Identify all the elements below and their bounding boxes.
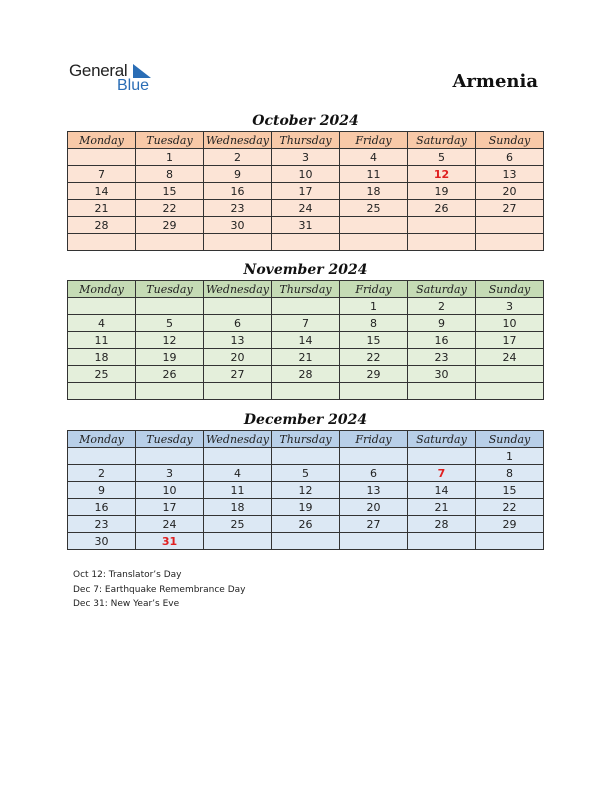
week-row: [68, 234, 544, 251]
day-cell: [340, 448, 408, 465]
day-cell: 23: [204, 200, 272, 217]
weekday-header: Sunday: [476, 431, 544, 448]
day-cell: [340, 217, 408, 234]
day-cell: 3: [476, 298, 544, 315]
day-cell: 19: [136, 349, 204, 366]
day-cell: 1: [340, 298, 408, 315]
logo-triangle-icon: [133, 64, 151, 78]
month-october: [67, 111, 544, 251]
week-row: [68, 298, 544, 315]
weekday-header: Saturday: [408, 132, 476, 149]
day-cell: 28: [68, 217, 136, 234]
day-cell: 10: [476, 315, 544, 332]
day-cell: 9: [204, 166, 272, 183]
weekday-header: Monday: [68, 281, 136, 298]
day-cell: 25: [68, 366, 136, 383]
day-cell: 6: [476, 149, 544, 166]
day-cell: 6: [204, 315, 272, 332]
note-line: Dec 31: New Year’s Eve: [73, 599, 180, 609]
day-cell: [476, 366, 544, 383]
day-cell: 19: [272, 499, 340, 516]
weekday-header: Thursday: [272, 431, 340, 448]
weekday-header: Monday: [68, 431, 136, 448]
day-cell: 25: [204, 516, 272, 533]
day-cell: [68, 149, 136, 166]
country-title: Armenia: [452, 71, 538, 92]
day-cell: [272, 533, 340, 550]
day-cell: 7: [408, 465, 476, 482]
logo: [69, 61, 169, 97]
day-cell: [272, 298, 340, 315]
weekday-header: Wednesday: [204, 281, 272, 298]
day-cell: 10: [272, 166, 340, 183]
day-cell: [408, 533, 476, 550]
day-cell: 17: [476, 332, 544, 349]
day-cell: 24: [136, 516, 204, 533]
day-cell: [408, 234, 476, 251]
calendar-table: [67, 430, 544, 550]
day-cell: 11: [68, 332, 136, 349]
day-cell: 30: [68, 533, 136, 550]
day-cell: 7: [272, 315, 340, 332]
day-cell: [340, 234, 408, 251]
day-cell: 4: [204, 465, 272, 482]
week-row: [68, 332, 544, 349]
day-cell: [204, 448, 272, 465]
week-row: [68, 349, 544, 366]
day-cell: [204, 383, 272, 400]
day-cell: 16: [204, 183, 272, 200]
day-cell: 2: [68, 465, 136, 482]
day-cell: [408, 217, 476, 234]
weekday-header: Tuesday: [136, 431, 204, 448]
day-cell: 23: [68, 516, 136, 533]
day-cell: 26: [136, 366, 204, 383]
day-cell: 12: [272, 482, 340, 499]
week-row: [68, 183, 544, 200]
weekday-header-row: [68, 132, 544, 149]
month-title: October 2024: [252, 113, 359, 129]
day-cell: 5: [272, 465, 340, 482]
day-cell: [136, 298, 204, 315]
day-cell: [204, 298, 272, 315]
week-row: [68, 465, 544, 482]
day-cell: 24: [476, 349, 544, 366]
calendar-table: [67, 280, 544, 400]
day-cell: 16: [408, 332, 476, 349]
day-cell: 4: [340, 149, 408, 166]
day-cell: 21: [408, 499, 476, 516]
day-cell: 30: [204, 217, 272, 234]
day-cell: 25: [340, 200, 408, 217]
weekday-header: Thursday: [272, 281, 340, 298]
week-row: [68, 499, 544, 516]
day-cell: [340, 383, 408, 400]
day-cell: 22: [136, 200, 204, 217]
day-cell: 9: [68, 482, 136, 499]
day-cell: 22: [476, 499, 544, 516]
day-cell: 20: [340, 499, 408, 516]
day-cell: 19: [408, 183, 476, 200]
weekday-header-row: [68, 431, 544, 448]
day-cell: 4: [68, 315, 136, 332]
day-cell: 21: [272, 349, 340, 366]
day-cell: [136, 234, 204, 251]
day-cell: 8: [340, 315, 408, 332]
weekday-header: Friday: [340, 281, 408, 298]
day-cell: 20: [204, 349, 272, 366]
day-cell: 7: [68, 166, 136, 183]
weekday-header: Tuesday: [136, 132, 204, 149]
weekday-header: Monday: [68, 132, 136, 149]
day-cell: 3: [136, 465, 204, 482]
week-row: [68, 366, 544, 383]
day-cell: [68, 448, 136, 465]
weekday-header: Wednesday: [204, 132, 272, 149]
week-row: [68, 315, 544, 332]
day-cell: 5: [136, 315, 204, 332]
day-cell: 1: [136, 149, 204, 166]
day-cell: [272, 383, 340, 400]
day-cell: 18: [68, 349, 136, 366]
week-row: [68, 383, 544, 400]
day-cell: [272, 448, 340, 465]
day-cell: 6: [340, 465, 408, 482]
day-cell: 2: [204, 149, 272, 166]
day-cell: 14: [68, 183, 136, 200]
day-cell: 29: [476, 516, 544, 533]
day-cell: 30: [408, 366, 476, 383]
day-cell: 23: [408, 349, 476, 366]
day-cell: [136, 448, 204, 465]
day-cell: [68, 234, 136, 251]
day-cell: 11: [204, 482, 272, 499]
day-cell: 2: [408, 298, 476, 315]
day-cell: 9: [408, 315, 476, 332]
week-row: [68, 482, 544, 499]
day-cell: 14: [272, 332, 340, 349]
weekday-header-row: [68, 281, 544, 298]
week-row: [68, 516, 544, 533]
day-cell: 12: [408, 166, 476, 183]
day-cell: 31: [272, 217, 340, 234]
day-cell: [136, 383, 204, 400]
day-cell: 17: [136, 499, 204, 516]
day-cell: 28: [408, 516, 476, 533]
day-cell: 18: [340, 183, 408, 200]
day-cell: 28: [272, 366, 340, 383]
day-cell: 21: [68, 200, 136, 217]
day-cell: [204, 533, 272, 550]
day-cell: 17: [272, 183, 340, 200]
day-cell: 13: [476, 166, 544, 183]
weekday-header: Saturday: [408, 431, 476, 448]
week-row: [68, 448, 544, 465]
day-cell: 22: [340, 349, 408, 366]
month-december: [67, 410, 544, 550]
week-row: [68, 533, 544, 550]
day-cell: 13: [340, 482, 408, 499]
day-cell: [204, 234, 272, 251]
holiday-notes: [73, 568, 245, 612]
day-cell: 8: [136, 166, 204, 183]
day-cell: 15: [136, 183, 204, 200]
day-cell: 12: [136, 332, 204, 349]
week-row: [68, 217, 544, 234]
month-title: December 2024: [243, 412, 368, 428]
day-cell: [272, 234, 340, 251]
note-line: Dec 7: Earthquake Remembrance Day: [73, 584, 246, 595]
day-cell: [340, 533, 408, 550]
day-cell: 1: [476, 448, 544, 465]
weekday-header: Saturday: [408, 281, 476, 298]
logo-text-blue: Blue: [117, 77, 150, 94]
day-cell: [476, 217, 544, 234]
day-cell: [476, 234, 544, 251]
weekday-header: Friday: [340, 431, 408, 448]
week-row: [68, 200, 544, 217]
day-cell: 14: [408, 482, 476, 499]
note-line: Oct 12: Translator’s Day: [73, 570, 182, 580]
day-cell: 20: [476, 183, 544, 200]
day-cell: 26: [408, 200, 476, 217]
day-cell: 15: [340, 332, 408, 349]
week-row: [68, 166, 544, 183]
day-cell: 16: [68, 499, 136, 516]
weekday-header: Sunday: [476, 132, 544, 149]
day-cell: 5: [408, 149, 476, 166]
day-cell: 24: [272, 200, 340, 217]
day-cell: [68, 298, 136, 315]
day-cell: [68, 383, 136, 400]
weekday-header: Thursday: [272, 132, 340, 149]
day-cell: 31: [136, 533, 204, 550]
day-cell: 15: [476, 482, 544, 499]
day-cell: 27: [204, 366, 272, 383]
day-cell: 27: [476, 200, 544, 217]
month-title: November 2024: [243, 262, 368, 278]
day-cell: 8: [476, 465, 544, 482]
weekday-header: Wednesday: [204, 431, 272, 448]
day-cell: 18: [204, 499, 272, 516]
weekday-header: Tuesday: [136, 281, 204, 298]
day-cell: 13: [204, 332, 272, 349]
day-cell: 10: [136, 482, 204, 499]
logo-text-general: General: [69, 61, 128, 80]
day-cell: 26: [272, 516, 340, 533]
week-row: [68, 149, 544, 166]
month-november: [67, 260, 544, 400]
day-cell: 29: [136, 217, 204, 234]
weekday-header: Friday: [340, 132, 408, 149]
day-cell: [408, 383, 476, 400]
day-cell: 29: [340, 366, 408, 383]
weekday-header: Sunday: [476, 281, 544, 298]
day-cell: [408, 448, 476, 465]
calendar-table: [67, 131, 544, 251]
day-cell: 11: [340, 166, 408, 183]
day-cell: [476, 383, 544, 400]
day-cell: 27: [340, 516, 408, 533]
day-cell: 3: [272, 149, 340, 166]
day-cell: [476, 533, 544, 550]
